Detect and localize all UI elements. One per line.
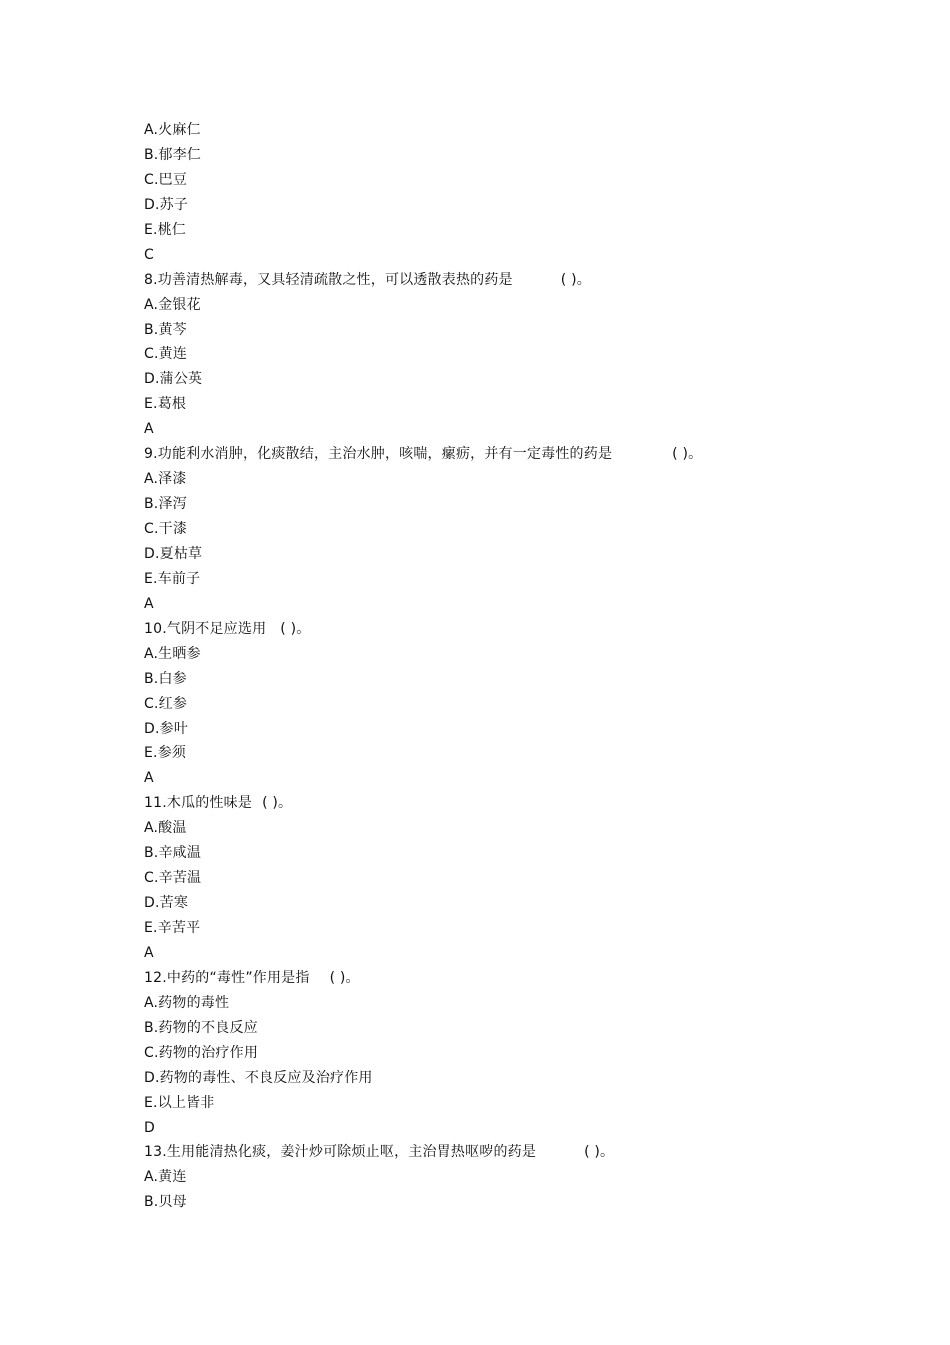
option-a: A.金银花 bbox=[144, 296, 201, 313]
answer-key: A bbox=[144, 421, 154, 438]
question-stem bbox=[144, 617, 844, 642]
option-d: D.药物的毒性、不良反应及治疗作用 bbox=[144, 1069, 373, 1086]
option-c: C.药物的治疗作用 bbox=[144, 1044, 259, 1061]
option-c: C.干漆 bbox=[144, 521, 188, 537]
question-list bbox=[144, 118, 844, 1215]
answer-blank: ( )。 bbox=[280, 620, 311, 637]
answer-key: D bbox=[144, 1119, 155, 1136]
question-stem bbox=[144, 791, 844, 816]
option-a: A.火麻仁 bbox=[144, 122, 201, 138]
answer-blank: ( )。 bbox=[560, 271, 591, 288]
option-c: C.辛苦温 bbox=[144, 870, 202, 887]
option-e: E.葛根 bbox=[144, 396, 187, 413]
option-b: B.郁李仁 bbox=[144, 146, 202, 163]
answer-blank: ( )。 bbox=[262, 795, 293, 812]
option-a: A.黄连 bbox=[144, 1169, 187, 1186]
option-a: A.泽漆 bbox=[144, 471, 187, 488]
question-text: 12.中药的“毒性”作用是指 bbox=[144, 969, 310, 986]
option-d: D.苦寒 bbox=[144, 895, 189, 912]
option-d: D.参叶 bbox=[144, 720, 189, 737]
option-c: C.黄连 bbox=[144, 346, 188, 363]
question-stem bbox=[144, 442, 844, 467]
option-e: E.车前子 bbox=[144, 570, 201, 587]
option-e: E.参须 bbox=[144, 745, 187, 762]
option-b: B.泽泻 bbox=[144, 496, 187, 513]
option-e: E.辛苦平 bbox=[144, 920, 201, 936]
option-b: B.贝母 bbox=[144, 1194, 187, 1211]
question-text: 13.生用能清热化痰，姜汁炒可除烦止呕，主治胃热呕哕的药是 bbox=[144, 1144, 537, 1161]
question-text: 10.气阴不足应选用 bbox=[144, 620, 267, 637]
question-stem bbox=[144, 268, 844, 293]
option-e: E.以上皆非 bbox=[144, 1094, 215, 1111]
answer-key: A bbox=[144, 770, 154, 787]
option-b: B.黄芩 bbox=[144, 321, 187, 338]
answer-blank: ( )。 bbox=[329, 969, 360, 986]
option-b: B.药物的不良反应 bbox=[144, 1019, 258, 1036]
answer-key: A bbox=[144, 944, 154, 961]
question-text: 11.木瓜的性味是 bbox=[144, 795, 253, 812]
answer-blank: ( )。 bbox=[672, 446, 703, 463]
option-e: E.桃仁 bbox=[144, 221, 187, 238]
option-d: D.苏子 bbox=[144, 196, 189, 213]
option-d: D.夏枯草 bbox=[144, 545, 203, 562]
option-b: B.辛咸温 bbox=[144, 845, 202, 862]
option-c: C.巴豆 bbox=[144, 171, 188, 188]
option-a: A.生晒参 bbox=[144, 645, 201, 662]
option-a: A.酸温 bbox=[144, 820, 187, 837]
question-stem bbox=[144, 966, 844, 991]
option-b: B.白参 bbox=[144, 670, 187, 687]
question-stem bbox=[144, 1140, 844, 1165]
option-d: D.蒲公英 bbox=[144, 371, 203, 388]
option-a: A.药物的毒性 bbox=[144, 994, 230, 1011]
answer-key: C bbox=[144, 246, 154, 263]
answer-key: A bbox=[144, 595, 154, 612]
question-text: 9.功能利水消肿，化痰散结，主治水肿，咳喘，瘰疬，并有一定毒性的药是 bbox=[144, 446, 613, 463]
option-c: C.红参 bbox=[144, 695, 188, 712]
answer-blank: ( )。 bbox=[584, 1144, 615, 1161]
question-text: 8.功善清热解毒，又具轻清疏散之性，可以透散表热的药是 bbox=[144, 271, 513, 288]
